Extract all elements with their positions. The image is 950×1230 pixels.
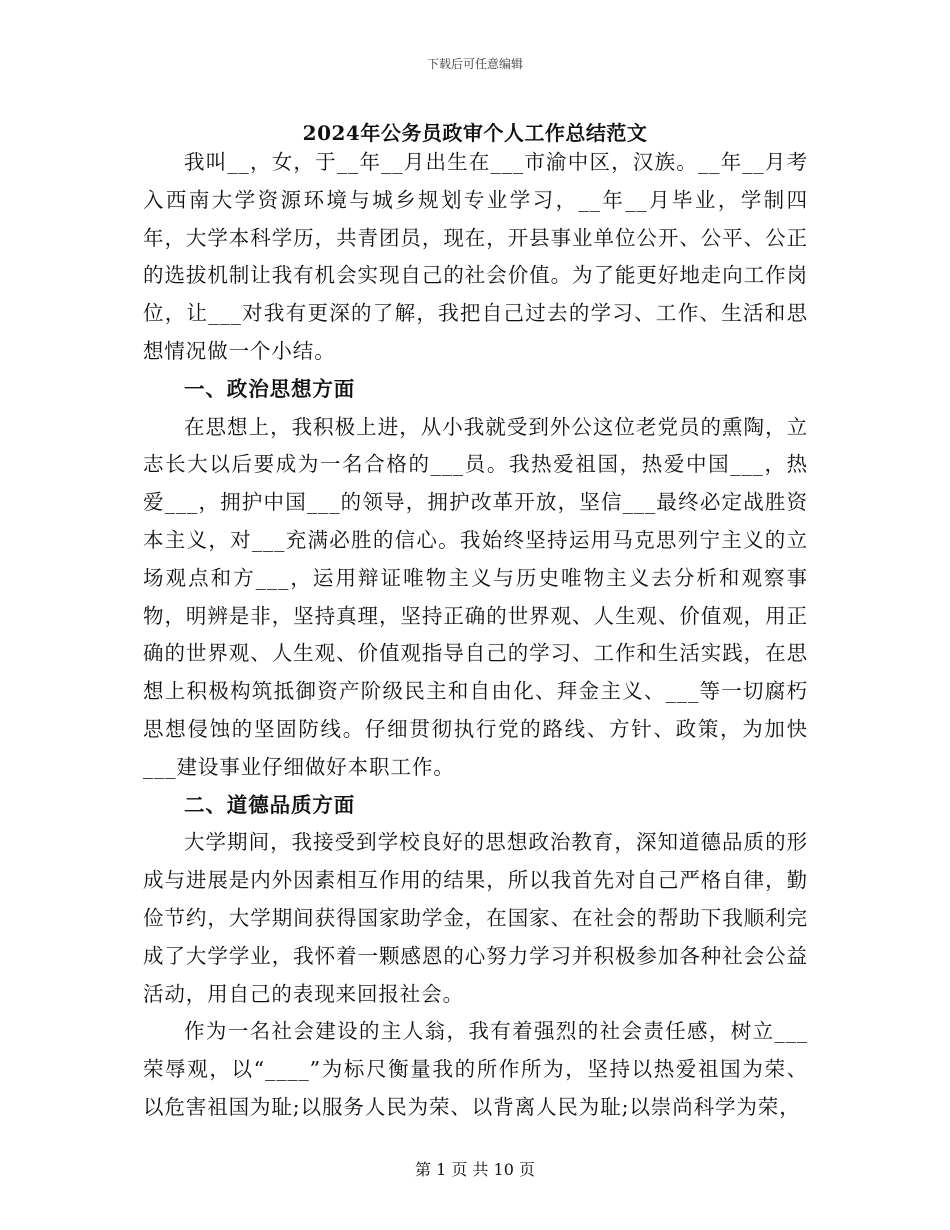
page-header-note: 下载后可任意编辑 — [426, 57, 523, 71]
document-body — [143, 144, 808, 1127]
paragraph-intro: 我叫__，女，于__年__月出生在___市渝中区，汉族。__年__月考入西南大学资源环境与城乡规划专业学习，__年__月毕业，学制四年，大学本科学历，共青团员，现在，开县事业单位公开、公平、公正的选拔机制让我有机会实现自己的社会价值。为了能更好地走向工作岗位，让___对我有更深的了解，我把自己过去的学习、工作、生活和思想情况做一个小结。 — [143, 150, 808, 363]
paragraph-political: 在思想上，我积极上进，从小我就受到外公这位老党员的熏陶，立志长大以后要成为一名合格的___员。我热爱祖国，热爱中国___，热爱___，拥护中国___的领导，拥护改革开放，坚信___最终必定战胜资本主义，对___充满必胜的信心。我始终坚持运用马克思列宁主义的立场观点和方___，运用辩证唯物主义与历史唯物主义去分析和观察事物，明辨是非，坚持真理，坚持正确的世界观、人生观、价值观，用正确的世界观、人生观、价值观指导自己的学习、工作和生活实践，在思想上积极构筑抵御资产阶级民主和自由化、拜金主义、___等一切腐朽思想侵蚀的坚固防线。仔细贯彻执行党的路线、方针、政策，为加快___建设事业仔细做好本职工作。 — [143, 414, 808, 779]
section-heading-political: 一、政治思想方面 — [184, 376, 356, 401]
page-number-footer: 第 1 页 共 10 页 — [415, 1160, 535, 1179]
paragraph-moral-2: 作为一名社会建设的主人翁，我有着强烈的社会责任感，树立___荣辱观，以“____”为标尺衡量我的所作所为，坚持以热爱祖国为荣、以危害祖国为耻;以服务人民为荣、以背离人民为耻;以崇尚科学为荣， — [143, 1019, 808, 1119]
document-title: 2024年公务员政审个人工作总结范文 — [302, 121, 648, 145]
section-heading-moral: 二、道德品质方面 — [184, 792, 356, 817]
paragraph-moral-1: 大学期间，我接受到学校良好的思想政治教育，深知道德品质的形成与进展是内外因素相互作用的结果，所以我首先对自己严格自律，勤俭节约，大学期间获得国家助学金，在国家、在社会的帮助下我顺利完成了大学学业，我怀着一颗感恩的心努力学习并积极参加各种社会公益活动，用自己的表现来回报社会。 — [143, 830, 808, 1006]
